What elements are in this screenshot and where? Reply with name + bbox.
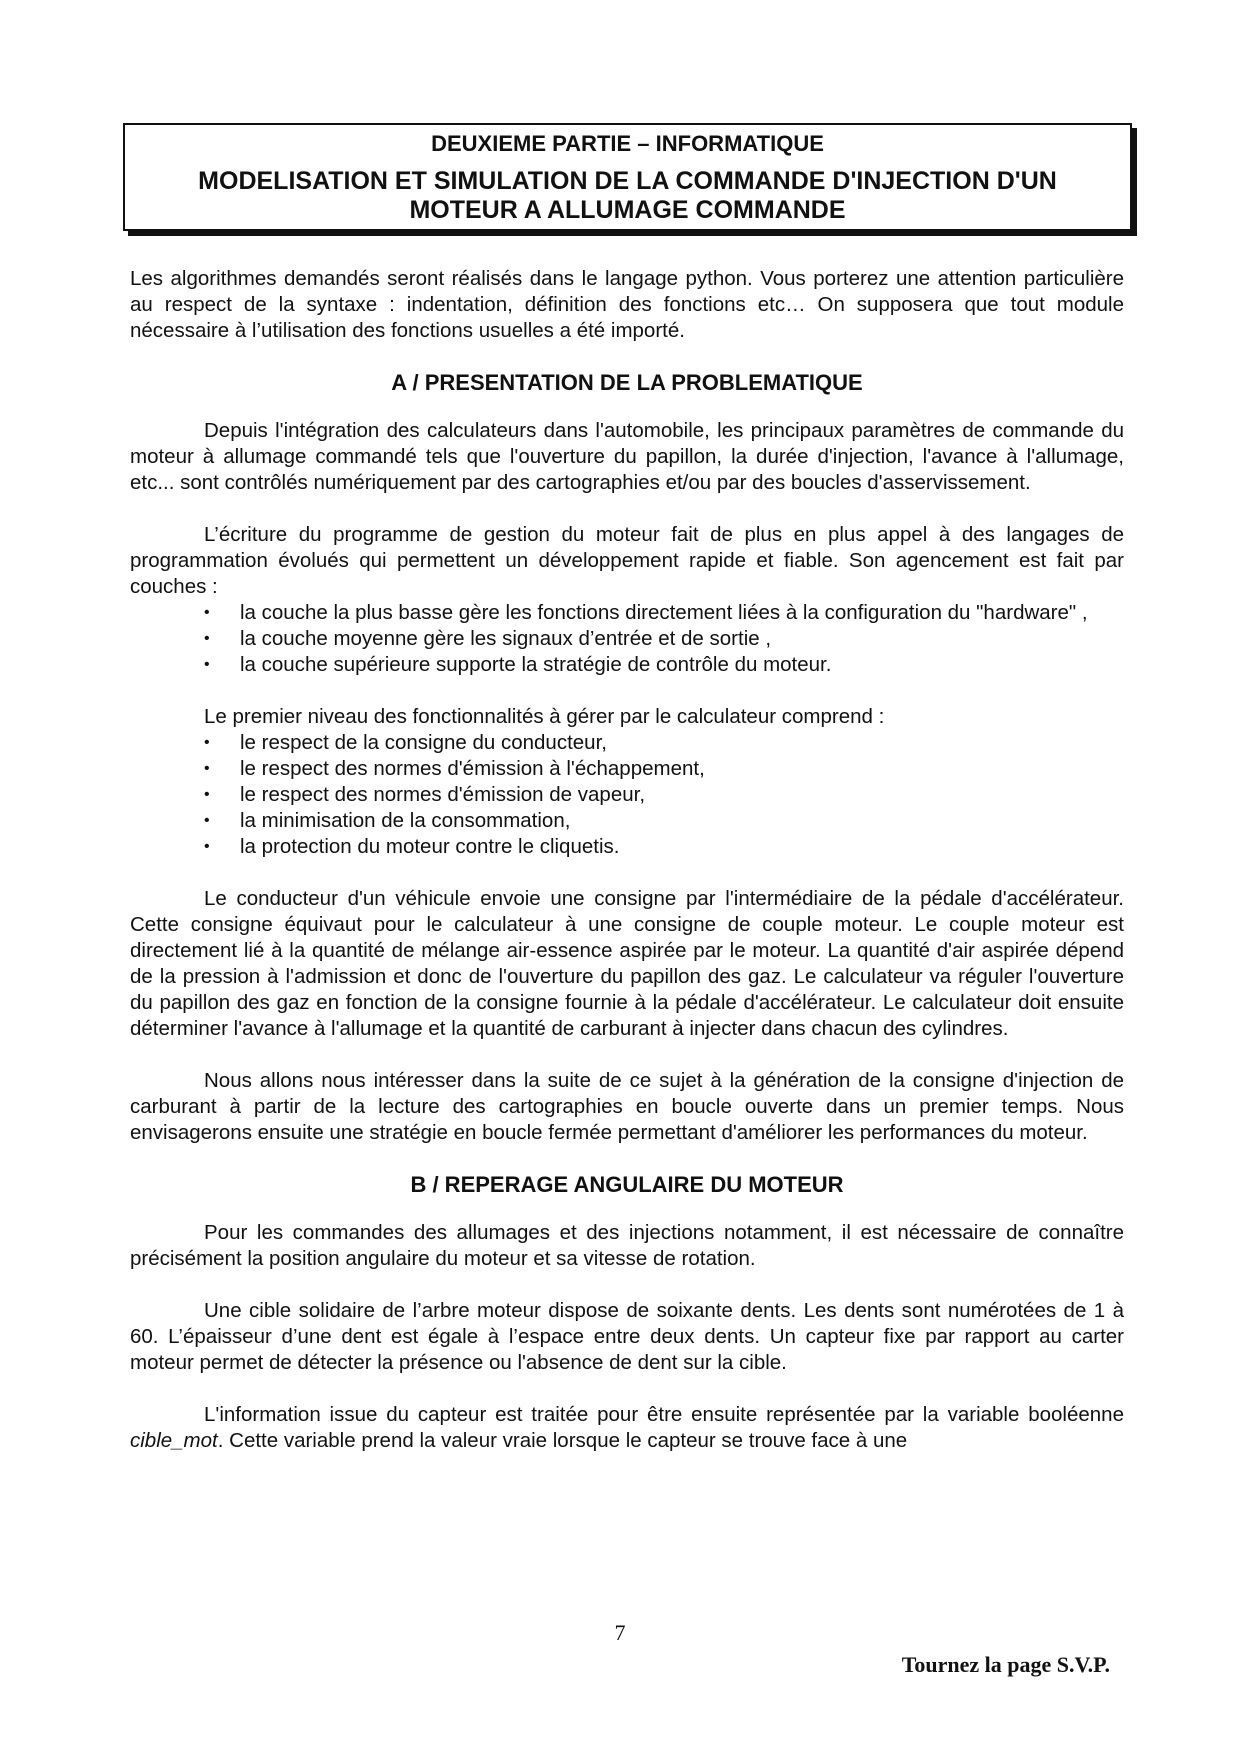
bullet-icon: • bbox=[204, 734, 210, 751]
list-item: • le respect de la consigne du conducteur, bbox=[204, 731, 607, 754]
turn-page-note: Tournez la page S.V.P. bbox=[901, 1652, 1110, 1677]
section-a-paragraph-2: L’écriture du programme de gestion du moteur fait de plus en plus appel à des langages de programmation évolués qui permettent un développement rapide et fiable. Son agencement est fait par couches : bbox=[130, 523, 1124, 598]
section-a-paragraph-5: Nous allons nous intéresser dans la suite de ce sujet à la génération de la consigne d'injection de carburant à partir de la lecture des cartographies en boucle ouverte dans un premier temps. Nous envisagerons ensuite une stratégie en boucle fermée permettant d'améliorer les performances du moteur. bbox=[130, 1069, 1124, 1144]
layers-list bbox=[130, 600, 1124, 678]
bullet-icon: • bbox=[204, 838, 210, 855]
bullet-icon: • bbox=[204, 656, 210, 673]
section-b-paragraph-2: Une cible solidaire de l’arbre moteur dispose de soixante dents. Les dents sont numérotées de 1 à 60. L’épaisseur d’une dent est égale à l’espace entre deux dents. Un capteur fixe par rapport au carter moteur permet de détecter la présence ou l'absence de dent sur la cible. bbox=[130, 1299, 1124, 1374]
bullet-icon: • bbox=[204, 760, 210, 777]
title-box bbox=[123, 123, 1132, 231]
list-item: • le respect des normes d'émission à l'échappement, bbox=[204, 757, 705, 780]
list-item: • le respect des normes d'émission de vapeur, bbox=[204, 783, 646, 806]
bullet-icon: • bbox=[204, 786, 210, 803]
part-heading: DEUXIEME PARTIE – INFORMATIQUE bbox=[431, 131, 824, 156]
list-item: • la couche la plus basse gère les fonctions directement liées à la configuration du "hardware" , bbox=[204, 601, 1088, 624]
document-body bbox=[130, 266, 1124, 1454]
section-a-paragraph-1: Depuis l'intégration des calculateurs dans l'automobile, les principaux paramètres de commande du moteur à allumage commandé tels que l'ouverture du papillon, la durée d'injection, l'avance à l'allumage, etc... sont contrôlés numériquement par des cartographies et/ou par des boucles d'asservissement. bbox=[130, 419, 1124, 494]
section-b-paragraph-1: Pour les commandes des allumages et des injections notamment, il est nécessaire de connaître précisément la position angulaire du moteur et sa vitesse de rotation. bbox=[130, 1221, 1124, 1270]
section-a-paragraph-4: Le conducteur d'un véhicule envoie une consigne par l'intermédiaire de la pédale d'accélérateur. Cette consigne équivaut pour le calculateur à une consigne de couple moteur. Le couple moteur est directement lié à la quantité de mélange air-essence aspirée par le moteur. La quantité d'air aspirée dépend de la pression à l'admission et donc de l'ouverture du papillon des gaz. Le calculateur va réguler l'ouverture du papillon des gaz en fonction de la consigne fournie à la pédale d'accélérateur. Le calculateur doit ensuite déterminer l'avance à l'allumage et la quantité de carburant à injecter dans chacun des cylindres. bbox=[130, 887, 1124, 1040]
bullet-icon: • bbox=[204, 812, 210, 829]
section-a-title: A / PRESENTATION DE LA PROBLEMATIQUE bbox=[391, 370, 863, 395]
section-b-title: B / REPERAGE ANGULAIRE DU MOTEUR bbox=[410, 1172, 844, 1197]
main-title bbox=[125, 167, 1130, 225]
intro-paragraph: Les algorithmes demandés seront réalisés dans le langage python. Vous porterez une attention particulière au respect de la syntaxe : indentation, définition des fonctions etc… On supposera que tout module nécessaire à l’utilisation des fonctions usuelles a été importé. bbox=[130, 267, 1124, 342]
main-title-line2: MOTEUR A ALLUMAGE COMMANDE bbox=[409, 196, 846, 224]
section-b-paragraph-3: L'information issue du capteur est traitée pour être ensuite représentée par la variable booléenne cible_mot. Cette variable prend la valeur vraie lorsque le capteur se trouve face à une bbox=[130, 1403, 1124, 1452]
variable-name: cible_mot bbox=[130, 1429, 218, 1452]
page-number: 7 bbox=[614, 1620, 626, 1645]
list-item: • la couche supérieure supporte la stratégie de contrôle du moteur. bbox=[204, 653, 832, 676]
main-title-line1: MODELISATION ET SIMULATION DE LA COMMANDE D'INJECTION D'UN bbox=[198, 167, 1057, 195]
list-item: • la minimisation de la consommation, bbox=[204, 809, 571, 832]
list-item: • la couche moyenne gère les signaux d’entrée et de sortie , bbox=[204, 627, 772, 650]
section-a-paragraph-3: Le premier niveau des fonctionnalités à gérer par le calculateur comprend : bbox=[204, 705, 885, 728]
functions-list bbox=[130, 730, 1124, 860]
list-item: • la protection du moteur contre le cliquetis. bbox=[204, 835, 620, 858]
bullet-icon: • bbox=[204, 630, 210, 647]
bullet-icon: • bbox=[204, 604, 210, 621]
